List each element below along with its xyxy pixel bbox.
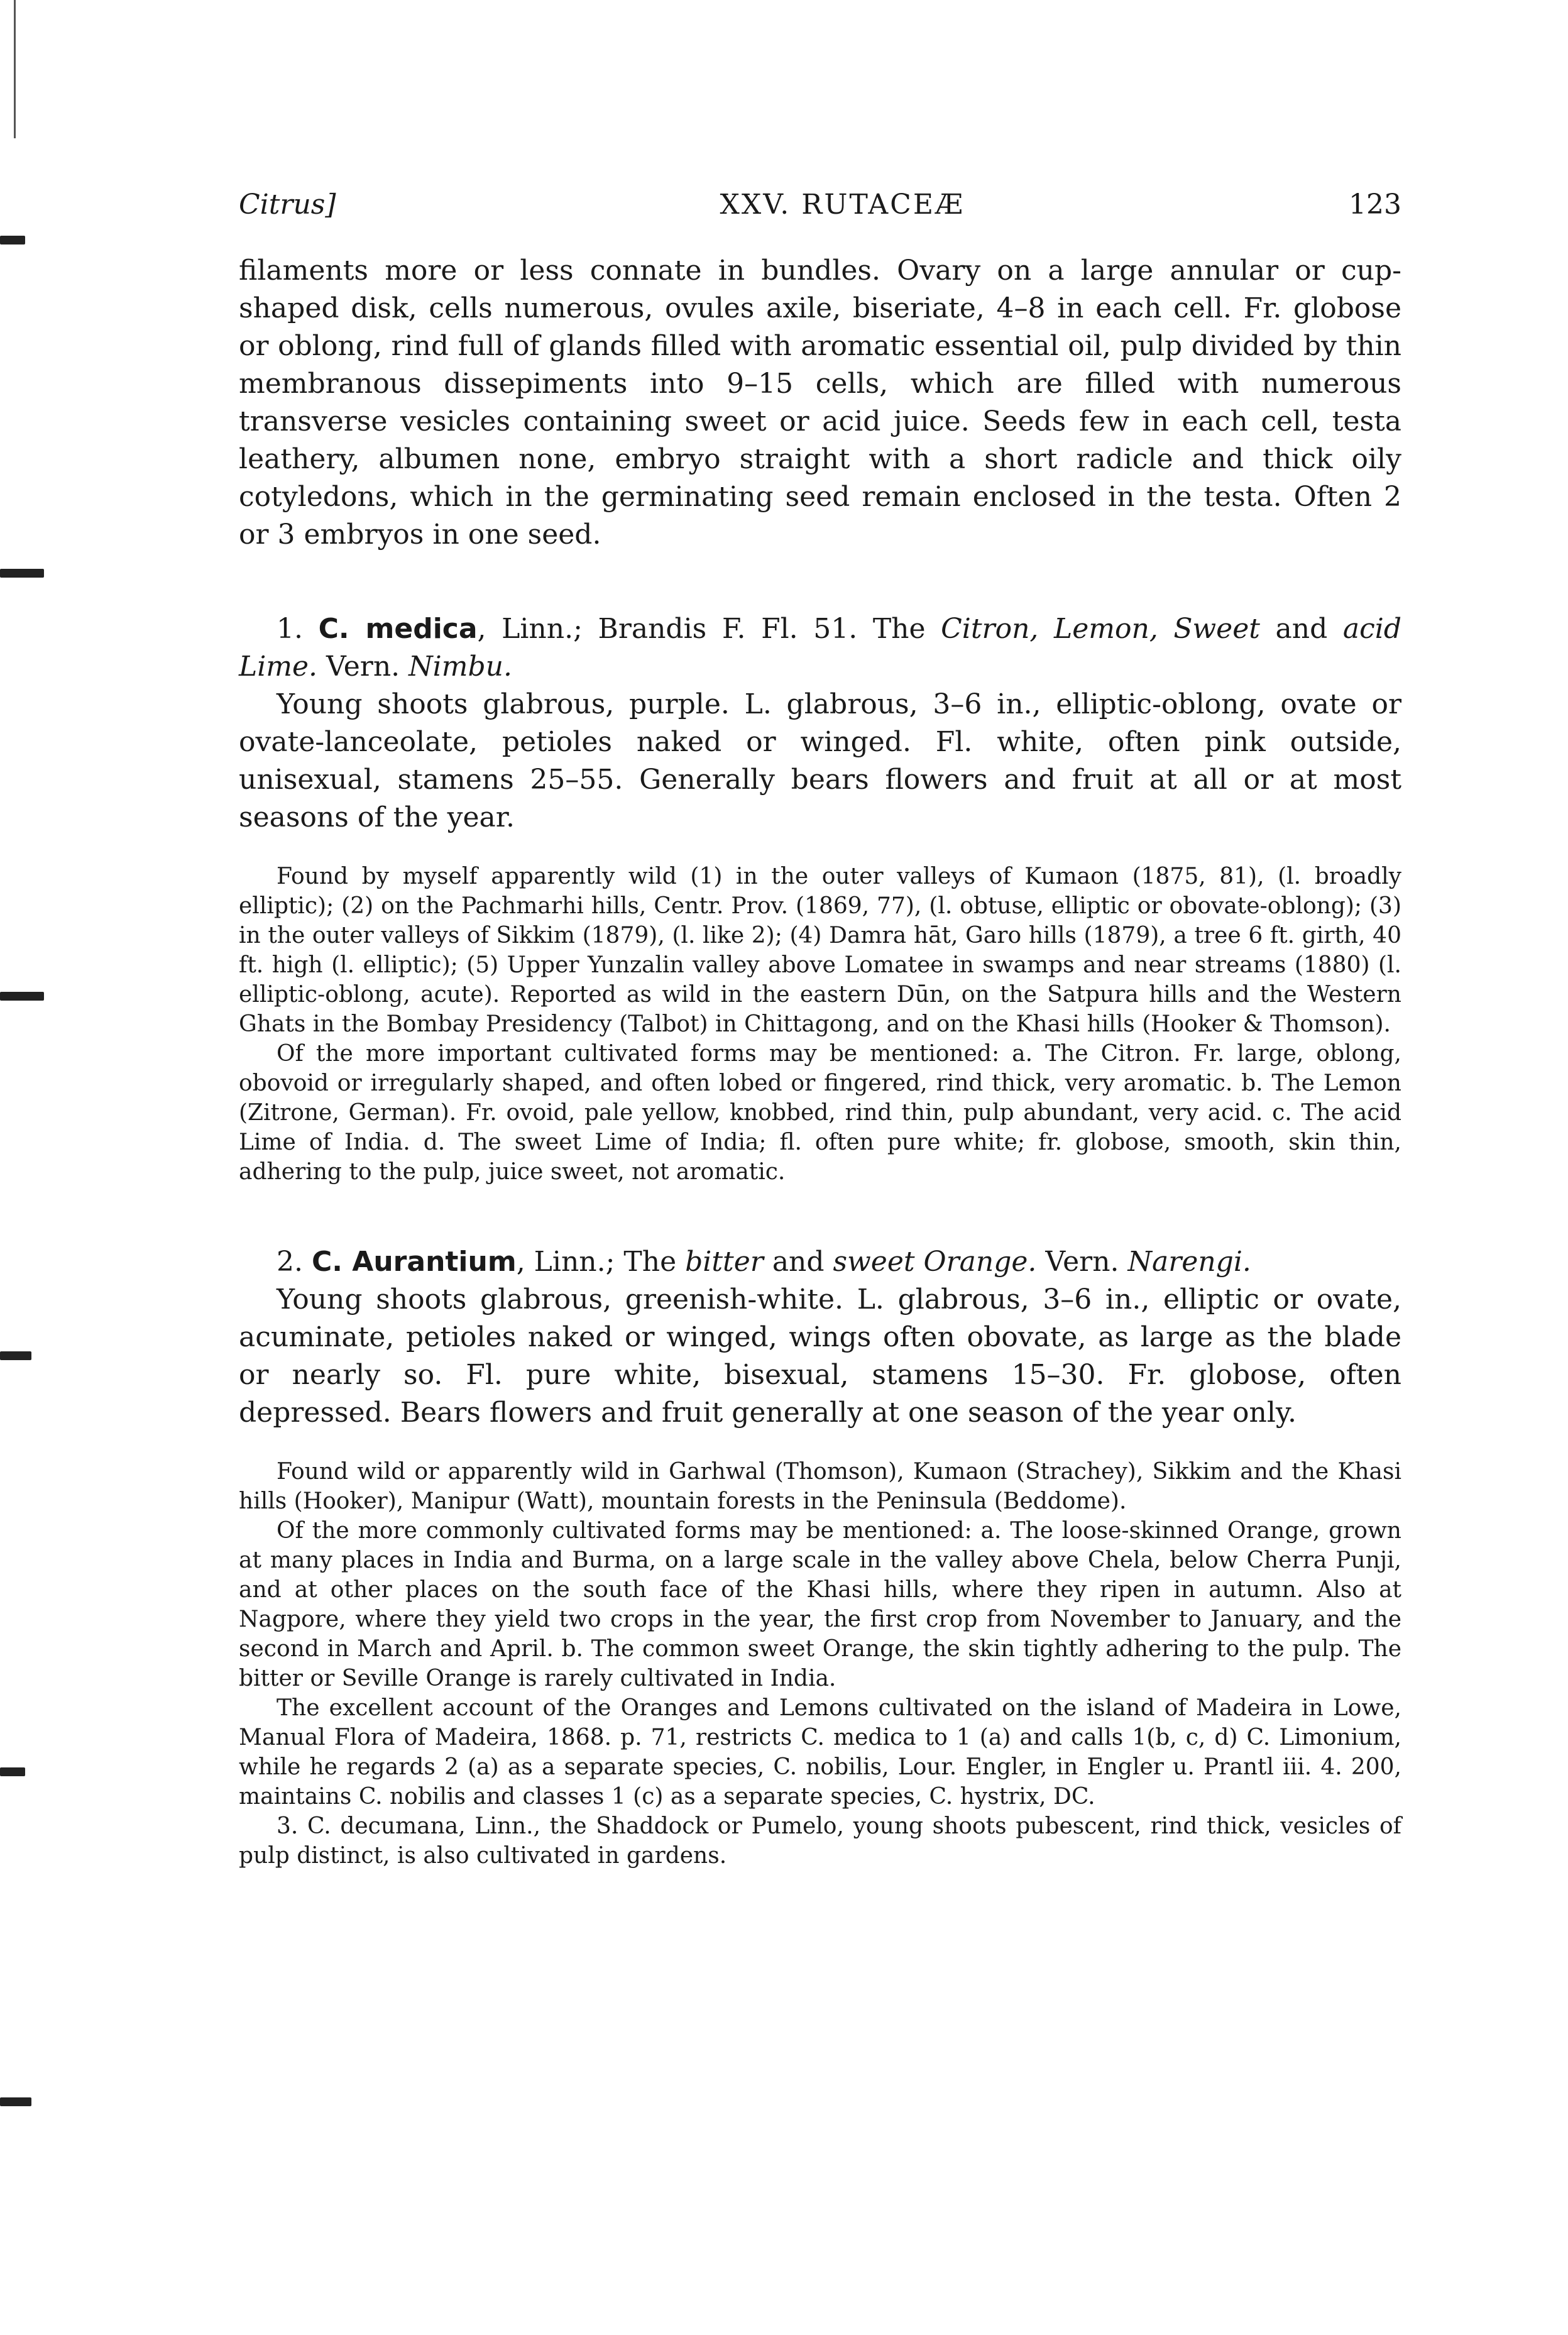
binding-edge-line <box>14 0 16 138</box>
family-header: XXV. RUTACEÆ <box>720 189 965 221</box>
page-number: 123 <box>1349 189 1401 221</box>
species-2-number: 2. <box>277 1246 303 1278</box>
margin-mark <box>0 992 44 1001</box>
intro-paragraph: filaments more or less connate in bundles. Ovary on a large annular or cup-shaped disk, cells numerous, ovules axile, biseriate, 4–8 in each cell. Fr. globose or oblong, rind full of glands filled with aromatic essential oil, pulp divided by thin membranous dissepiments into 9–15 cells, which are filled with numerous transverse vesicles containing sweet or acid juice. Seeds few in each cell, testa leathery, albumen none, embryo straight with a short radicle and thick oily cotyledons, which in the germinating seed remain enclosed in the testa. Often 2 or 3 embryos in one seed. <box>239 255 1401 551</box>
margin-mark <box>0 569 44 578</box>
species-1-name: C. medica <box>318 613 478 645</box>
species-1-common-2: acid Lime. <box>239 613 1401 683</box>
running-head <box>239 189 1401 221</box>
species-1-authority: , Linn.; Brandis F. Fl. 51. The <box>477 613 941 645</box>
margin-mark <box>0 2097 31 2106</box>
species-3-decumana: 3. C. decumana, Linn., the Shaddock or Pumelo, young shoots pubescent, rind thick, vesicles of pulp distinct, is also cultivated in gardens. <box>239 1813 1401 1869</box>
species-2-name: C. Aurantium <box>311 1246 517 1278</box>
page <box>239 189 1401 1871</box>
margin-mark <box>0 236 25 244</box>
species-1-cultivated: Of the more important cultivated forms may be mentioned: a. The Citron. Fr. large, oblong, obovoid or irregularly shaped, and often lobed or fingered, rind thick, very aromatic. b. The Lemon (Zitrone, German). Fr. ovoid, pale yellow, knobbed, rind thin, pulp abundant, very acid. c. The acid Lime of India. d. The sweet Lime of India; fl. often pure white; fr. globose, smooth, skin thin, adhering to the pulp, juice sweet, not aromatic. <box>239 1041 1401 1185</box>
species-2-authority: , Linn.; The <box>516 1246 686 1278</box>
species-1-vernacular: Nimbu. <box>408 651 512 683</box>
species-1-heading: 1. C. medica, Linn.; Brandis F. Fl. 51. The Citron, Lemon, Sweet and acid Lime. Vern. Nimbu. <box>239 613 1401 683</box>
margin-mark <box>0 1351 31 1360</box>
species-2-vernacular: Narengi. <box>1127 1246 1251 1278</box>
species-1-number: 1. <box>277 613 303 645</box>
genus-header: Citrus] <box>239 189 336 221</box>
species-1-description: Young shoots glabrous, purple. L. glabrous, 3–6 in., elliptic-oblong, ovate or ovate-lanceolate, petioles naked or winged. Fl. white, often pink outside, unisexual, stamens 25–55. Generally bears flowers and fruit at all or at most seasons of the year. <box>239 688 1401 833</box>
species-2-note: The excellent account of the Oranges and Lemons cultivated on the island of Madeira in Lowe, Manual Flora of Madeira, 1868. p. 71, restricts C. medica to 1 (a) and calls 1(b, c, d) C. Limonium, while he regards 2 (a) as a separate species, C. nobilis, Lour. Engler, in Engler u. Prantl iii. 4. 200, maintains C. nobilis and classes 1 (c) as a separate species, C. hystrix, DC. <box>239 1695 1401 1810</box>
species-2-common-2: sweet Orange. <box>833 1246 1037 1278</box>
species-1-common: Citron, Lemon, Sweet <box>941 613 1260 645</box>
species-2-cultivated: Of the more commonly cultivated forms may be mentioned: a. The loose-skinned Orange, grown at many places in India and Burma, on a large scale in the valley above Chela, below Cherra Punji, and at other places on the south face of the Khasi hills, where they ripen in autumn. Also at Nagpore, where they yield two crops in the year, the first crop from November to January, and the second in March and April. b. The common sweet Orange, the skin tightly adhering to the pulp. The bitter or Seville Orange is rarely cultivated in India. <box>239 1518 1401 1691</box>
species-2-common: bitter <box>685 1246 764 1278</box>
margin-mark <box>0 1767 25 1776</box>
species-1-habitat: Found by myself apparently wild (1) in the outer valleys of Kumaon (1875, 81), (l. broadly elliptic); (2) on the Pachmarhi hills, Centr. Prov. (1869, 77), (l. obtuse, elliptic or obovate-oblong); (3) in the outer valleys of Sikkim (1879), (l. like 2); (4) Damra hāt, Garo hills (1879), a tree 6 ft. girth, 40 ft. high (l. elliptic); (5) Upper Yunzalin valley above Lomatee in swamps and near streams (1880) (l. elliptic-oblong, acute). Reported as wild in the eastern Dūn, on the Satpura hills and the Western Ghats in the Bombay Presidency (Talbot) in Chittagong, and on the Khasi hills (Hooker & Thomson). <box>239 864 1401 1037</box>
species-2-heading: 2. C. Aurantium, Linn.; The bitter and sweet Orange. Vern. Narengi. <box>277 1246 1251 1278</box>
species-2-habitat: Found wild or apparently wild in Garhwal (Thomson), Kumaon (Strachey), Sikkim and the Khasi hills (Hooker), Manipur (Watt), mountain forests in the Peninsula (Beddome). <box>239 1459 1401 1514</box>
species-2-description: Young shoots glabrous, greenish-white. L. glabrous, 3–6 in., elliptic or ovate, acuminate, petioles naked or winged, wings often obovate, as large as the blade or nearly so. Fl. pure white, bisexual, stamens 15–30. Fr. globose, often depressed. Bears flowers and fruit generally at one season of the year only. <box>239 1283 1401 1429</box>
